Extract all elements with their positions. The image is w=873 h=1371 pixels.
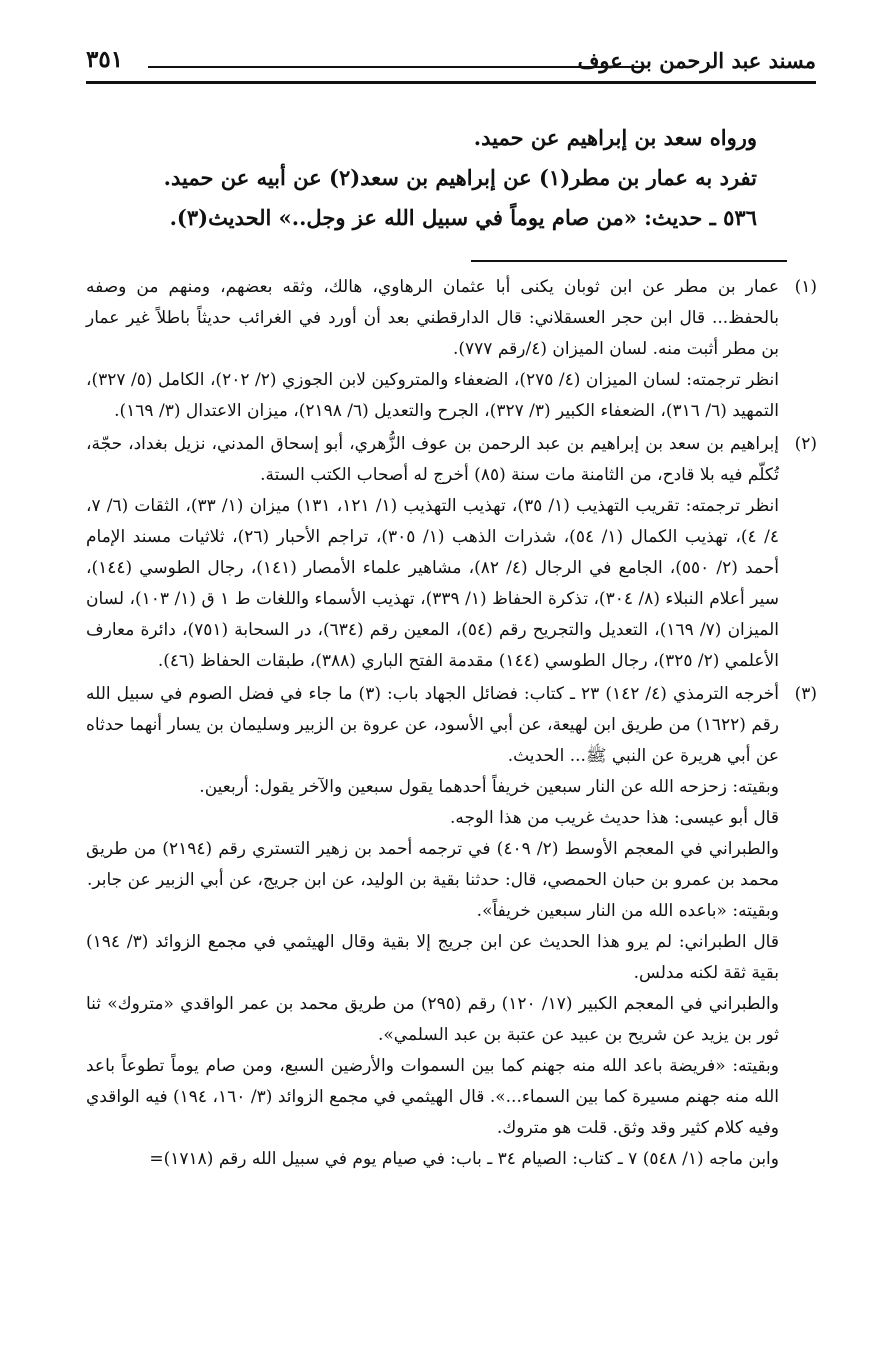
- footnote-paragraph: وبقيته: «باعده الله من النار سبعين خريفاً».: [476, 901, 779, 921]
- main-line: ورواه سعد بن إبراهيم عن حميد.: [473, 125, 757, 150]
- footnote-number: (٢): [794, 434, 817, 454]
- header-line: [148, 66, 646, 68]
- footnote-number: (١): [794, 277, 817, 297]
- running-title: مسند عبد الرحمن بن عوف: [577, 48, 816, 73]
- footnote-paragraph: والطبراني في المعجم الكبير (١٧/ ١٢٠) رقم (٢٩٥) من طريق محمد بن عمر الواقدي «متروك» ثنا ثور بن يزيد عن شريح بن عبيد عن عتبة بن عبد السلمي».: [86, 994, 779, 1045]
- main-line: ٥٣٦ ـ حديث: «من صام يوماً في سبيل الله عز وجل..» الحديث(٣).: [169, 205, 757, 230]
- header-rule: [86, 81, 816, 84]
- footnote-paragraph: والطبراني في المعجم الأوسط (٢/ ٤٠٩) في ترجمه أحمد بن زهير التستري رقم (٢١٩٤) من طريق محمد بن عمرو بن حبان الحمصي، قال: حدثنا بقية بن الوليد، عن ابن جريج، عن أبي الزبير عن جابر.: [86, 839, 780, 890]
- main-text: [86, 118, 757, 238]
- footnotes: [86, 272, 817, 1177]
- footnote: [86, 679, 817, 1175]
- footnote-paragraph: وبقيته: زحزحه الله عن النار سبعين خريفاً أحدهما يقول سبعين والآخر يقول: أربعين.: [199, 777, 779, 797]
- footnote: [86, 429, 817, 677]
- page-number: ٣٥١: [86, 46, 124, 73]
- footnote: [86, 272, 817, 427]
- footnote-paragraph: أخرجه الترمذي (٤/ ١٤٢) ٢٣ ـ كتاب: فضائل الجهاد باب: (٣) ما جاء في فضل الصوم في سبيل الله رقم (١٦٢٢) من طريق ابن لهيعة، عن أبي الأسود، عن عروة بن الزبير وسليمان بن يسار أنهما حدثاه عن أبي هريرة عن النبي ﷺ... الحديث.: [86, 684, 779, 766]
- page-header: [86, 40, 816, 84]
- footnote-paragraph: قال أبو عيسى: هذا حديث غريب من هذا الوجه.: [450, 808, 779, 828]
- footnote-paragraph: انظر ترجمته: تقريب التهذيب (١/ ٣٥)، تهذيب التهذيب (١/ ١٢١، ١٣١) ميزان (١/ ٣٣)، الثقات (٦/ ٧، ٤/ ٤)، تهذيب الكمال (١/ ٥٤)، شذرات الذهب (١/ ٣٠٥)، تراجم الأحبار (٢٦)، ثلاثيات مسند الإمام أحمد (٢/ ٥٥٠)، الجامع في الرجال (٤/ ٨٢)، مشاهير علماء الأمصار (١٤١)، رجال الطوسي (١٤٤)، سير أعلام النبلاء (٨/ ٣٠٤)، تذكرة الحفاظ (١/ ٣٣٩)، تهذيب الأسماء واللغات ط ١ ق (١/ ١٠٣)، لسان الميزان (٧/ ١٦٩)، التعديل والتجريح رقم (٥٤)، المعين رقم (٦٣٤)، در السحابة (٧٥١)، دائرة معارف الأعلمي (٢/ ٣٢٥)، رجال الطوسي (١٤٤) مقدمة الفتح الباري (٣٨٨)، طبقات الحفاظ (٤٦).: [86, 496, 780, 671]
- footnote-paragraph: انظر ترجمته: لسان الميزان (٤/ ٢٧٥)، الضعفاء والمتروكين لابن الجوزي (٢/ ٢٠٢)، الكامل (٥/ ٣٢٧)، التمهيد (٦/ ٣١٦)، الضعفاء الكبير (٣/ ٣٢٧)، الجرح والتعديل (٦/ ٢١٩٨)، ميزان الاعتدال (٣/ ١٦٩).: [86, 370, 779, 421]
- footnote-paragraph: وبقيته: «فريضة باعد الله منه جهنم كما بين السموات والأرضين السبع، ومن صام يوماً تطوعاً باعد الله منه جهنم مسيرة كما بين السماء...». قال الهيثمي في مجمع الزوائد (٣/ ١٦٠، ١٩٤) فيه الواقدي وفيه كلام كثير وقد وثق. قلت هو متروك.: [86, 1056, 780, 1138]
- footnote-separator: [471, 260, 787, 262]
- footnote-paragraph: قال الطبراني: لم يرو هذا الحديث عن ابن جريج إلا بقية وقال الهيثمي في مجمع الزوائد (٣/ ١٩٤) بقية ثقة لكنه مدلس.: [86, 932, 779, 983]
- footnote-paragraph: عمار بن مطر عن ابن ثوبان يكنى أبا عثمان الرهاوي، هالك، وثقه بعضهم، ومنهم من وصفه بالحفظ... قال ابن حجر العسقلاني: قال الدارقطني بعد أن أورد في الغرائب حديثاً باطلاً غير عمار بن مطر أثبت منه. لسان الميزان (٤/رقم ٧٧٧).: [86, 277, 779, 359]
- main-line: تفرد به عمار بن مطر(١) عن إبراهيم بن سعد(٢) عن أبيه عن حميد.: [163, 165, 757, 190]
- footnote-paragraph: وابن ماجه (١/ ٥٤٨) ٧ ـ كتاب: الصيام ٣٤ ـ باب: في صيام يوم في سبيل الله رقم (١٧١٨)=: [149, 1149, 779, 1169]
- footnote-number: (٣): [794, 684, 817, 704]
- footnote-paragraph: إبراهيم بن سعد بن إبراهيم بن عبد الرحمن بن عوف الزُّهري، أبو إسحاق المدني، نزيل بغداد، حجّة، تُكلّم فيه بلا قادح، من الثامنة مات سنة (٨٥) أخرج له أصحاب الكتب الستة.: [86, 434, 779, 485]
